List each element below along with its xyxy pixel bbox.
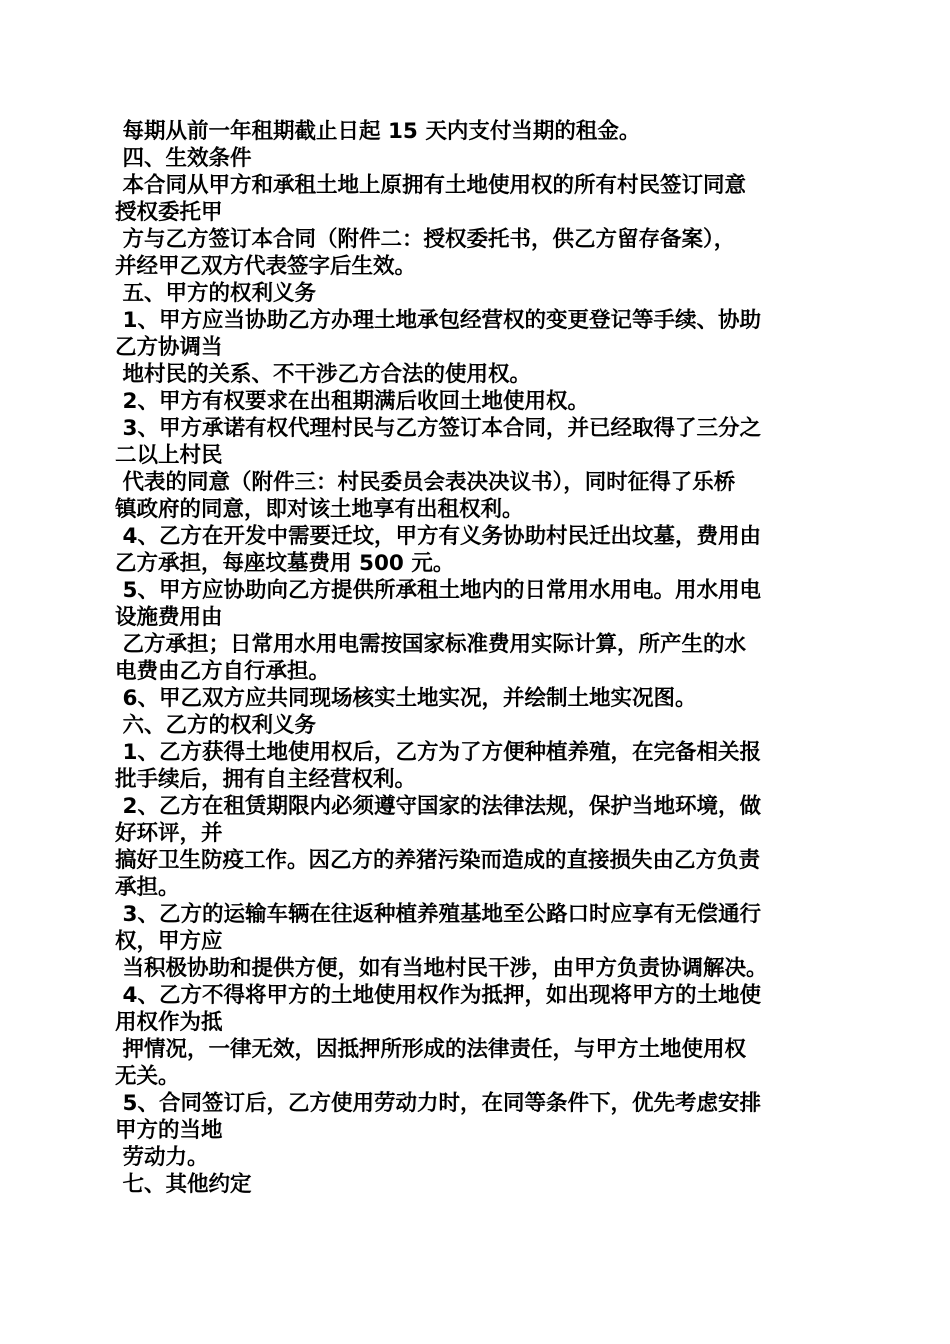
section-heading: 五、甲方的权利义务 xyxy=(115,281,316,306)
text-line: 好环评，并 xyxy=(115,821,223,846)
text-line: 权，甲方应 xyxy=(115,929,223,954)
text-line: 2、乙方在租赁期限内必须遵守国家的法律法规，保护当地环境，做 xyxy=(115,794,761,819)
text-line: 3、乙方的运输车辆在往返种植养殖基地至公路口时应享有无偿通行 xyxy=(115,902,761,927)
text-line: 搞好卫生防疫工作。因乙方的养猪污染而造成的直接损失由乙方负责 xyxy=(115,848,761,873)
text-line: 电费由乙方自行承担。 xyxy=(115,659,331,684)
text-line: 地村民的关系、不干涉乙方合法的使用权。 xyxy=(115,362,531,387)
text-line: 1、乙方获得土地使用权后，乙方为了方便种植养殖，在完备相关报 xyxy=(115,740,761,765)
text-line: 4、乙方在开发中需要迁坟，甲方有义务协助村民迁出坟墓，费用由 xyxy=(115,524,761,549)
text-line: 无关。 xyxy=(115,1064,180,1089)
text-line: 押情况，一律无效，因抵押所形成的法律责任，与甲方土地使用权 xyxy=(115,1037,746,1062)
text-line: 5、合同签订后，乙方使用劳动力时，在同等条件下，优先考虑安排 xyxy=(115,1091,761,1116)
text-line: 并经甲乙双方代表签字后生效。 xyxy=(115,254,417,279)
text-line: 乙方承担；日常用水用电需按国家标准费用实际计算，所产生的水 xyxy=(115,632,746,657)
text-line: 二以上村民 xyxy=(115,443,223,468)
text-line: 批手续后，拥有自主经营权利。 xyxy=(115,767,417,792)
text-line: 用权作为抵 xyxy=(115,1010,223,1035)
text-line: 5、甲方应协助向乙方提供所承租土地内的日常用水用电。用水用电 xyxy=(115,578,761,603)
text-line: 乙方承担，每座坟墓费用 500 元。 xyxy=(115,551,455,576)
text-line: 承担。 xyxy=(115,875,180,900)
section-heading: 四、生效条件 xyxy=(115,146,252,171)
section-heading: 七、其他约定 xyxy=(115,1172,252,1197)
text-line: 乙方协调当 xyxy=(115,335,223,360)
text-line: 劳动力。 xyxy=(115,1145,209,1170)
document-body xyxy=(115,118,835,1198)
section-heading: 六、乙方的权利义务 xyxy=(115,713,316,738)
text-line: 4、乙方不得将甲方的土地使用权作为抵押，如出现将甲方的土地使 xyxy=(115,983,761,1008)
text-line: 2、甲方有权要求在出租期满后收回土地使用权。 xyxy=(115,389,589,414)
text-line: 3、甲方承诺有权代理村民与乙方签订本合同，并已经取得了三分之 xyxy=(115,416,761,441)
text-line: 代表的同意（附件三：村民委员会表决决议书），同时征得了乐桥 xyxy=(115,470,736,495)
text-line: 甲方的当地 xyxy=(115,1118,223,1143)
text-line: 授权委托甲 xyxy=(115,200,223,225)
text-line: 设施费用由 xyxy=(115,605,223,630)
text-line: 1、甲方应当协助乙方办理土地承包经营权的变更登记等手续、协助 xyxy=(115,308,761,333)
text-line: 每期从前一年租期截止日起 15 天内支付当期的租金。 xyxy=(115,119,641,144)
text-line: 方与乙方签订本合同（附件二：授权委托书，供乙方留存备案）， xyxy=(115,227,736,252)
text-line: 6、甲乙双方应共同现场核实土地实况，并绘制土地实况图。 xyxy=(115,686,697,711)
text-line: 本合同从甲方和承租土地上原拥有土地使用权的所有村民签订同意 xyxy=(115,173,746,198)
text-line: 镇政府的同意，即对该土地享有出租权利。 xyxy=(115,497,524,522)
text-line: 当积极协助和提供方便，如有当地村民干涉，由甲方负责协调解决。 xyxy=(115,956,768,981)
